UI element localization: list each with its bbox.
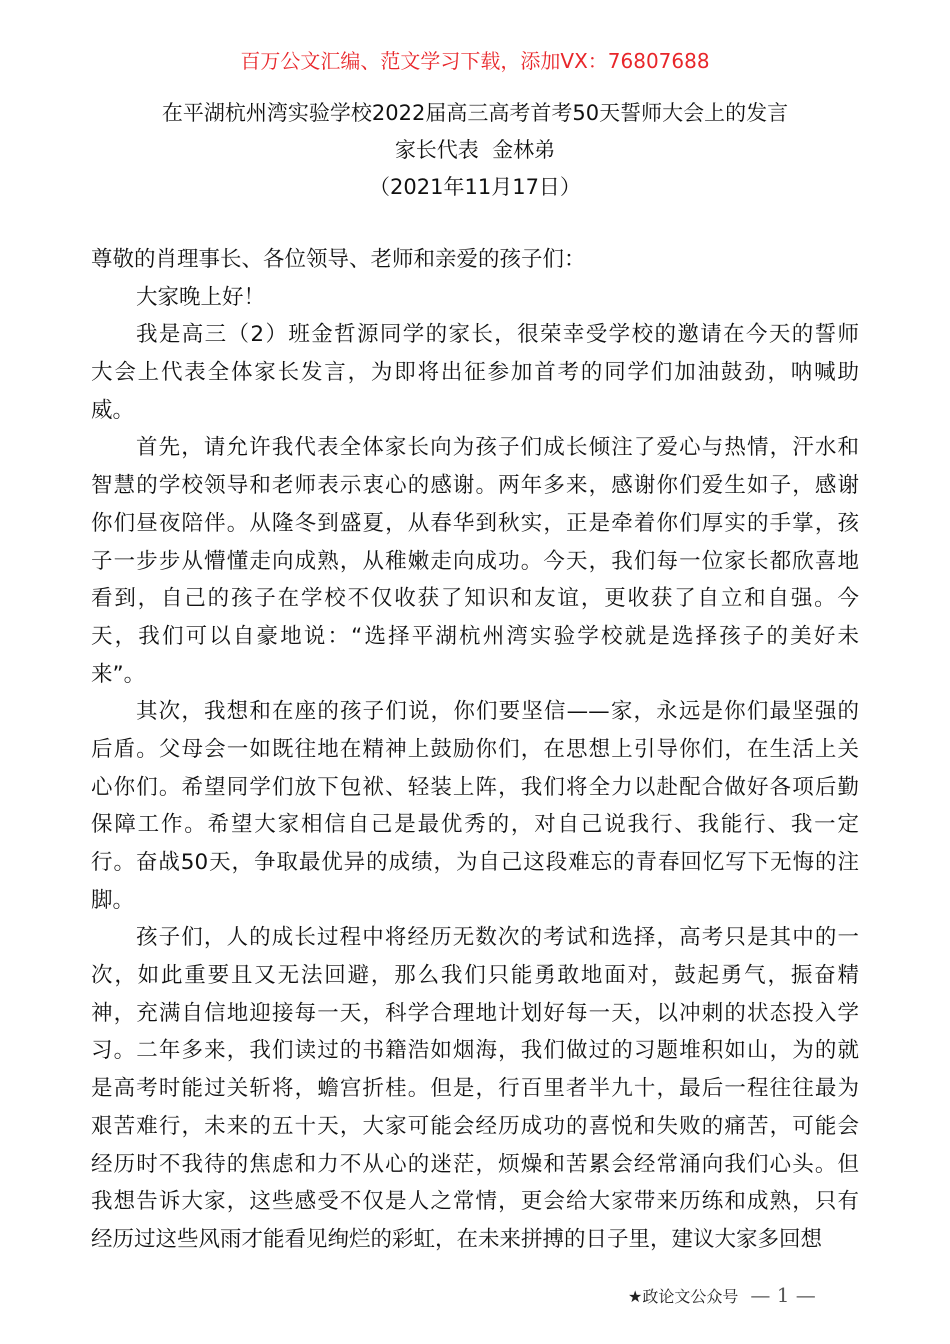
paragraph-line: 经历过这些风雨才能看见绚烂的彩虹，在未来拼搏的日子里，建议大家多回想 (91, 1226, 823, 1252)
paragraph-line: 是高考时能过关斩将，蟾宫折桂。但是，行百里者半九十，最后一程往往最为 (91, 1076, 859, 1102)
paragraph-line: 子一步步从懵懂走向成熟，从稚嫩走向成功。今天，我们每一位家长都欣喜地 (91, 548, 859, 574)
paragraph-line: 神，充满自信地迎接每一天，科学合理地计划好每一天，以冲刺的状态投入学 (91, 1000, 859, 1026)
paragraph-line: 天，我们可以自豪地说：“选择平湖杭州湾实验学校就是选择孩子的美好未 (91, 623, 859, 649)
paragraph-line: 看到，自己的孩子在学校不仅收获了知识和友谊，更收获了自立和自强。今 (91, 586, 859, 612)
paragraph-line: 经历时不我待的焦虑和力不从心的迷茫，烦燥和苦累会经常涌向我们心头。但 (91, 1151, 859, 1177)
paragraph (91, 693, 859, 919)
paragraph (91, 429, 859, 693)
paragraph-line: 其次，我想和在座的孩子们说，你们要坚信——家，永远是你们最坚强的 (136, 699, 859, 725)
paragraph-line: 来”。 (91, 661, 146, 687)
paragraph-line: 大会上代表全体家长发言，为即将出征参加首考的同学们加油鼓劲，呐喊助 (91, 360, 859, 386)
paragraph-line: 威。 (91, 397, 135, 423)
paragraph (91, 316, 859, 429)
paragraph-line: 心你们。希望同学们放下包袱、轻装上阵，我们将全力以赴配合做好各项后勤 (91, 774, 859, 800)
document-title: 在平湖杭州湾实验学校2022届高三高考首考50天誓师大会上的发言 (161, 101, 789, 125)
paragraph-line: 次，如此重要且又无法回避，那么我们只能勇敢地面对，鼓起勇气，振奋精 (91, 963, 859, 989)
footer-source: ★政论文公众号 (628, 1286, 739, 1306)
watermark-banner: 百万公文汇编、范文学习下载，添加VX：76807688 (240, 49, 710, 73)
paragraph-line: 行。奋战50天，争取最优异的成绩，为自己这段难忘的青春回忆写下无悔的注 (91, 850, 859, 875)
paragraph (91, 919, 859, 1258)
document-body (91, 241, 859, 1259)
paragraph-line: 首先，请允许我代表全体家长向为孩子们成长倾注了爱心与热情，汗水和 (136, 435, 859, 461)
paragraph-line: 孩子们，人的成长过程中将经历无数次的考试和选择，高考只是其中的一 (136, 925, 859, 951)
paragraph (91, 279, 859, 317)
page-number: — 1 — (750, 1283, 816, 1307)
paragraph-line: 习。二年多来，我们读过的书籍浩如烟海，我们做过的习题堆积如山，为的就 (91, 1038, 859, 1064)
paragraph-line: 大家晚上好！ (136, 284, 266, 310)
date-line: （2021年11月17日） (369, 175, 581, 199)
paragraph-line: 智慧的学校领导和老师表示衷心的感谢。两年多来，感谢你们爱生如子，感谢 (91, 473, 859, 499)
paragraph (91, 241, 859, 279)
paragraph-line: 后盾。父母会一如既往地在精神上鼓励你们，在思想上引导你们，在生活上关 (91, 736, 859, 762)
paragraph-line: 尊敬的肖理事长、各位领导、老师和亲爱的孩子们： (91, 247, 586, 272)
paragraph-line: 保障工作。希望大家相信自己是最优秀的，对自己说我行、我能行、我一定 (91, 812, 859, 838)
paragraph-line: 脚。 (91, 887, 135, 913)
paragraph-line: 我想告诉大家，这些感受不仅是人之常情，更会给大家带来历练和成熟，只有 (91, 1189, 859, 1215)
paragraph-line: 艰苦难行，未来的五十天，大家可能会经历成功的喜悦和失败的痛苦，可能会 (91, 1113, 859, 1139)
author-line: 家长代表 金林弟 (394, 138, 556, 162)
paragraph-line: 我是高三（2）班金哲源同学的家长，很荣幸受学校的邀请在今天的誓师 (136, 322, 859, 348)
paragraph-line: 你们昼夜陪伴。从隆冬到盛夏，从春华到秋实，正是牵着你们厚实的手掌，孩 (91, 510, 859, 536)
page-footer (628, 1283, 816, 1307)
